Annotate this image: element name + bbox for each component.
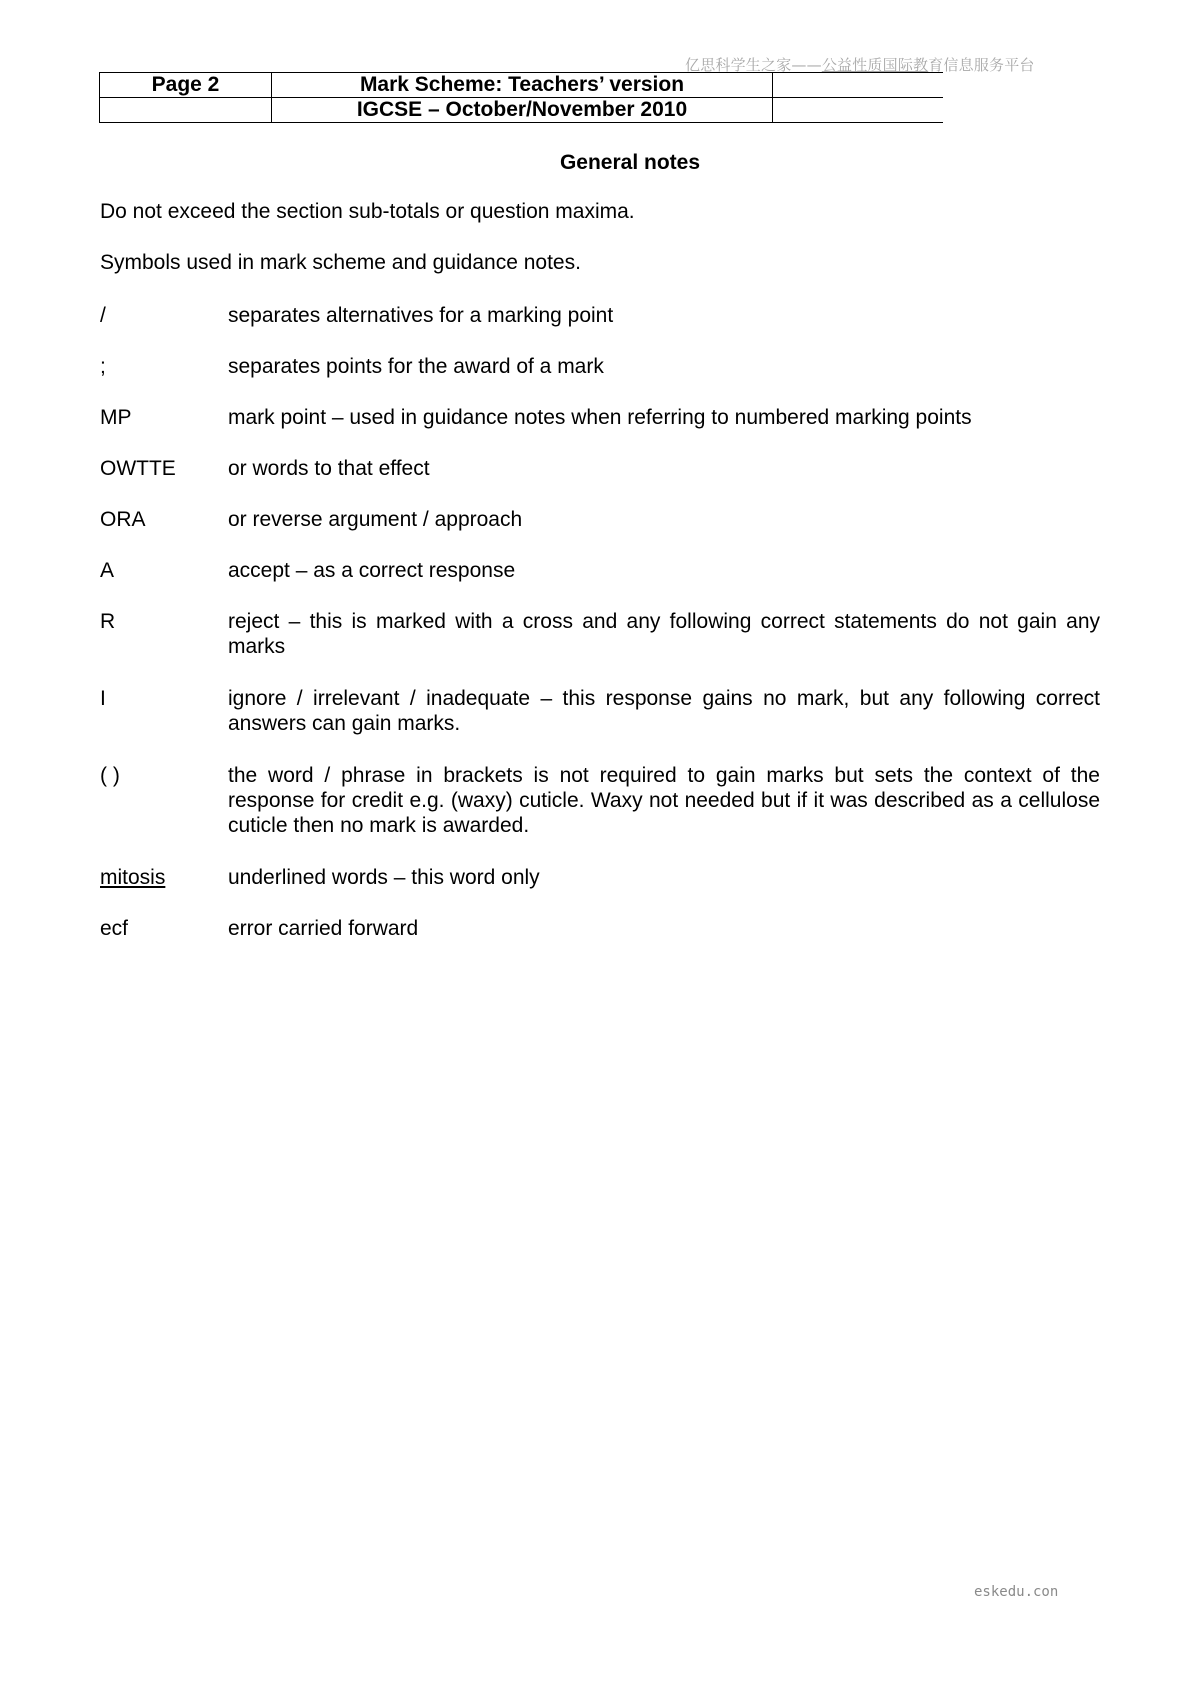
header-row-1: [100, 73, 944, 98]
symbol-description: mark point – used in guidance notes when referring to numbered marking points: [228, 406, 972, 429]
section-title: General notes: [559, 151, 701, 174]
watermark-top-prefix: 亿思科学生之家——: [685, 56, 822, 74]
symbol-description: separates alternatives for a marking point: [228, 304, 614, 327]
header-empty-cell: [100, 98, 272, 123]
watermark-bottom: eskedu.con: [974, 1584, 1059, 1600]
symbol-description: separates points for the award of a mark: [228, 355, 604, 378]
symbol-term: ( ): [100, 764, 120, 787]
symbol-description: ignore / irrelevant / inadequate – this response gains no mark, but any following correct answers can gain marks.: [228, 687, 1100, 735]
symbol-term: I: [100, 687, 106, 710]
header-cell-3-row-2: [773, 98, 944, 123]
symbol-description: or reverse argument / approach: [228, 508, 523, 531]
symbol-term: MP: [100, 406, 132, 429]
symbol-description: or words to that effect: [228, 457, 430, 480]
symbol-description: accept – as a correct response: [228, 559, 516, 582]
symbol-term: ecf: [100, 917, 129, 940]
header-page: Page 2: [100, 73, 272, 98]
symbol-term: /: [100, 304, 106, 327]
symbol-term: mitosis: [100, 866, 166, 889]
symbol-description: underlined words – this word only: [228, 866, 540, 889]
intro-paragraph-1: Do not exceed the section sub-totals or question maxima.: [100, 200, 635, 223]
watermark-top-underlined: 公益性质国际教: [821, 56, 929, 74]
header-row-2: [100, 98, 944, 123]
header-exam: IGCSE – October/November 2010: [272, 98, 773, 123]
symbol-description: error carried forward: [228, 917, 419, 940]
symbol-term: ORA: [100, 508, 146, 531]
symbol-term: A: [100, 559, 115, 582]
header-cell-3-row-1: [773, 73, 944, 98]
intro-paragraph-2: Symbols used in mark scheme and guidance notes.: [100, 251, 581, 274]
watermark-top-suffix: 育信息服务平台: [928, 56, 1035, 74]
symbol-description: the word / phrase in brackets is not required to gain marks but sets the context of the response for credit e.g. (waxy) cuticle. Waxy not needed but if it was described as a cellulose cuticle then no mark is awarded.: [228, 764, 1100, 837]
symbol-description: reject – this is marked with a cross and any following correct statements do not gain any marks: [228, 610, 1100, 658]
symbol-term: ;: [100, 355, 106, 378]
symbol-term: OWTTE: [100, 457, 176, 480]
header-title: Mark Scheme: Teachers’ version: [272, 73, 773, 98]
symbol-term: R: [100, 610, 116, 633]
header-table: [99, 72, 943, 123]
